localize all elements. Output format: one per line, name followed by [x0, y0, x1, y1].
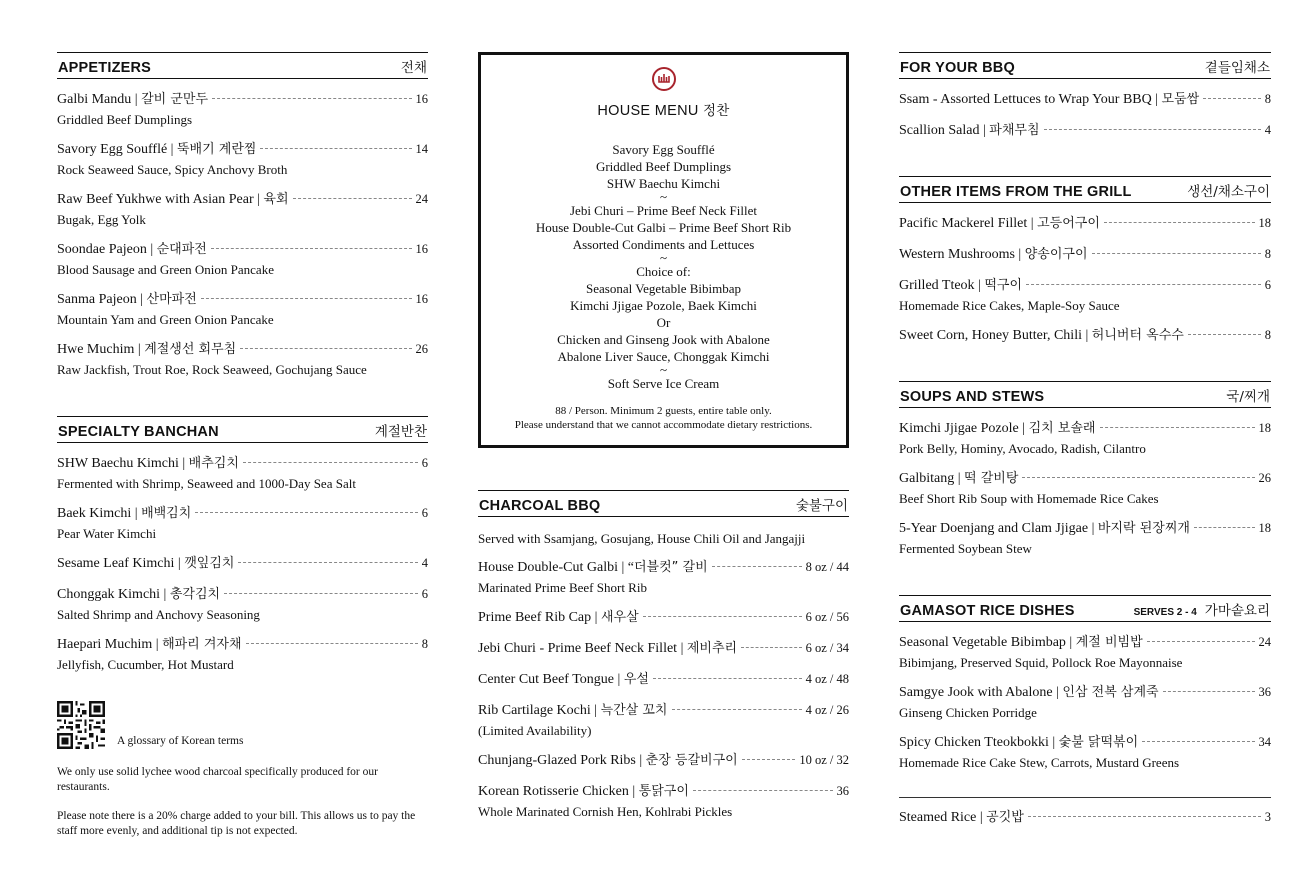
- section-title-kr: 국/찌개: [1226, 389, 1270, 405]
- section-title: GAMASOT RICE DISHES: [900, 603, 1075, 619]
- leader-dots: [1142, 741, 1254, 742]
- leader-dots: [643, 616, 802, 617]
- leader-dots: [1022, 477, 1254, 478]
- item-name: [57, 290, 197, 309]
- item-name-en: Savory Egg Soufflé |: [57, 142, 177, 157]
- leader-dots: [1026, 284, 1261, 285]
- leader-dots: [260, 148, 411, 149]
- house-menu-price-note: 88 / Person. Minimum 2 guests, entire table only.: [555, 405, 772, 417]
- item-price: 3: [1264, 810, 1271, 824]
- item-name-en: Grilled Tteok |: [899, 278, 985, 293]
- item-price: 6: [421, 587, 428, 601]
- house-menu-title: [499, 99, 828, 119]
- item-price: 24: [415, 192, 428, 206]
- item-description: Salted Shrimp and Anchovy Seasoning: [57, 607, 260, 622]
- item-price: 36: [836, 784, 849, 798]
- item-description: Griddled Beef Dumplings: [57, 112, 193, 127]
- menu-item: [899, 733, 1271, 771]
- house-menu-courses: [499, 141, 828, 392]
- restaurant-logo-icon: [652, 67, 676, 91]
- charcoal-header: [478, 490, 849, 517]
- leader-dots: [1092, 253, 1261, 254]
- item-name-en: Pacific Mackerel Fillet |: [899, 216, 1038, 231]
- item-description: Mountain Yam and Green Onion Pancake: [57, 312, 274, 327]
- leader-dots: [195, 512, 417, 513]
- item-price: 16: [415, 292, 428, 306]
- menu-item: [57, 290, 428, 328]
- leader-dots: [224, 593, 418, 594]
- item-name-en: Sesame Leaf Kimchi |: [57, 556, 185, 571]
- leader-dots: [1194, 527, 1255, 528]
- item-description: Blood Sausage and Green Onion Pancake: [57, 262, 274, 277]
- menu-item: [57, 504, 428, 542]
- item-name: [57, 90, 208, 109]
- item-description: Fermented Soybean Stew: [899, 541, 1032, 556]
- charcoal-bbq-section: [478, 490, 849, 820]
- item-name-en: Jebi Churi - Prime Beef Neck Fillet |: [478, 641, 687, 656]
- item-name: [57, 454, 239, 473]
- menu-item: [57, 454, 428, 492]
- item-description: Whole Marinated Cornish Hen, Kohlrabi Pickles: [478, 804, 733, 819]
- item-name-en: SHW Baechu Kimchi |: [57, 456, 189, 471]
- menu-item: [899, 326, 1271, 345]
- course-line: Or: [656, 315, 671, 330]
- item-name: [57, 140, 256, 159]
- rice-list: [899, 633, 1271, 771]
- item-name: [57, 240, 207, 259]
- item-name: [899, 633, 1143, 652]
- course-separator: ~: [659, 189, 668, 204]
- section-title-kr: 가마솥요리: [1204, 603, 1270, 619]
- item-name: [478, 751, 738, 770]
- item-price: 6: [421, 506, 428, 520]
- item-name-en: Center Cut Beef Tongue |: [478, 672, 624, 687]
- item-price: 24: [1258, 635, 1271, 649]
- item-name-kr: 계절 비빔밥: [1075, 635, 1143, 650]
- item-price: 8: [1264, 247, 1271, 261]
- item-name-kr: 뚝배기 계란찜: [176, 142, 257, 157]
- item-name-kr: 인삼 전복 삼계죽: [1062, 685, 1159, 700]
- section-title: APPETIZERS: [58, 60, 152, 76]
- house-menu-box: [478, 52, 849, 448]
- item-name: [478, 782, 689, 801]
- glossary-row: [57, 701, 428, 749]
- item-price: 4 oz / 48: [805, 672, 849, 686]
- item-name: [57, 190, 289, 209]
- item-name-en: 5-Year Doenjang and Clam Jjigae |: [899, 521, 1098, 536]
- item-name: [57, 340, 236, 359]
- item-name-en: Galbitang |: [899, 471, 965, 486]
- item-name-en: Spicy Chicken Tteokbokki |: [899, 735, 1059, 750]
- grill-list: [899, 214, 1271, 345]
- item-description: Raw Jackfish, Trout Roe, Rock Seaweed, Gochujang Sauce: [57, 362, 367, 377]
- house-menu-title-en: HOUSE MENU: [597, 103, 703, 119]
- item-description: Pear Water Kimchi: [57, 526, 157, 541]
- house-menu-note: [499, 404, 828, 432]
- menu-item: [899, 419, 1271, 457]
- item-price: 18: [1258, 521, 1271, 535]
- leader-dots: [741, 647, 801, 648]
- glossary-label: A glossary of Korean terms: [117, 735, 244, 747]
- leader-dots: [246, 643, 418, 644]
- item-name-en: Scallion Salad |: [899, 123, 990, 138]
- course-line: Soft Serve Ice Cream: [607, 376, 720, 391]
- item-price: 4: [421, 556, 428, 570]
- item-name-en: Korean Rotisserie Chicken |: [478, 784, 639, 799]
- item-description: Bibimjang, Preserved Squid, Pollock Roe Mayonnaise: [899, 655, 1183, 670]
- menu-item: [57, 340, 428, 378]
- item-name-en: House Double-Cut Galbi | “: [478, 560, 634, 575]
- course-line: Seasonal Vegetable Bibimbap: [585, 281, 741, 296]
- item-name: [478, 558, 708, 577]
- menu-item: [478, 608, 849, 627]
- menu-item: [899, 633, 1271, 671]
- course-line: Jebi Churi – Prime Beef Neck Fillet: [569, 203, 758, 218]
- course-line: Abalone Liver Sauce, Chonggak Kimchi: [557, 349, 770, 364]
- item-price: 8 oz / 44: [805, 560, 849, 574]
- menu-item: [57, 190, 428, 228]
- item-name: [899, 276, 1022, 295]
- bbq-sides-list: [899, 90, 1271, 140]
- leader-dots: [240, 348, 411, 349]
- menu-item: [478, 701, 849, 739]
- course-line: Griddled Beef Dumplings: [595, 159, 732, 174]
- item-name-kr: 새우살: [600, 610, 639, 625]
- leader-dots: [672, 709, 802, 710]
- bbq-sides-header: [899, 52, 1271, 79]
- menu-item: [899, 469, 1271, 507]
- item-name-kr: 깻잎김치: [184, 556, 235, 571]
- item-name-kr: 공깃밥: [986, 810, 1024, 825]
- item-name: [899, 733, 1138, 752]
- item-description: (Limited Availability): [478, 723, 592, 738]
- leader-dots: [201, 298, 412, 299]
- course-line: House Double-Cut Galbi – Prime Beef Short Rib: [535, 220, 792, 235]
- leader-dots: [1044, 129, 1261, 130]
- item-name-kr: 양송이구이: [1024, 247, 1088, 262]
- item-description: Bugak, Egg Yolk: [57, 212, 146, 227]
- item-description: Homemade Rice Cakes, Maple-Soy Sauce: [899, 298, 1120, 313]
- item-name-kr: 배추김치: [188, 456, 239, 471]
- menu-item: [899, 245, 1271, 264]
- item-price: 26: [1258, 471, 1271, 485]
- item-name: [899, 808, 1024, 827]
- section-title-kr: 숯불구이: [795, 498, 848, 514]
- item-name-kr: 모둠쌈: [1161, 92, 1200, 107]
- banchan-header: [57, 416, 428, 443]
- leader-dots: [653, 678, 802, 679]
- menu-item: [478, 751, 849, 770]
- menu-item: [478, 670, 849, 689]
- item-price: 8: [1264, 328, 1271, 342]
- item-name-kr: 배백김치: [141, 506, 192, 521]
- item-price: 18: [1258, 216, 1271, 230]
- course-line: SHW Baechu Kimchi: [606, 176, 721, 191]
- item-name-kr: 김치 보솔래: [1028, 421, 1096, 436]
- menu-item: [899, 90, 1271, 109]
- item-name: [899, 419, 1096, 438]
- section-title-kr: 곁들임채소: [1204, 60, 1270, 76]
- item-price: 8: [421, 637, 428, 651]
- left-column: [57, 52, 428, 839]
- leader-dots: [742, 759, 796, 760]
- item-name-kr: 파채무침: [989, 123, 1040, 138]
- item-name-kr: 우설: [623, 672, 649, 687]
- item-name-kr: 고등어구이: [1037, 216, 1100, 231]
- item-price: 34: [1258, 735, 1271, 749]
- leader-dots: [238, 562, 417, 563]
- item-name-en: Kimchi Jjigae Pozole |: [899, 421, 1029, 436]
- section-title-kr: 전채: [400, 60, 427, 76]
- item-name: [57, 585, 220, 604]
- item-description: Jellyfish, Cucumber, Hot Mustard: [57, 657, 234, 672]
- course-separator: ~: [659, 362, 668, 377]
- menu-item: [478, 782, 849, 820]
- steamed-rice-row: [899, 797, 1271, 827]
- item-name-en: Sweet Corn, Honey Butter, Chili |: [899, 328, 1092, 343]
- item-name-en: Galbi Mandu |: [57, 92, 142, 107]
- item-name: [899, 214, 1100, 233]
- section-title-kr: 생선/채소구이: [1187, 184, 1270, 200]
- menu-item: [57, 635, 428, 673]
- menu-item: [57, 140, 428, 178]
- item-name: [899, 326, 1184, 345]
- item-description: Ginseng Chicken Porridge: [899, 705, 1037, 720]
- house-menu-title-kr: 정찬: [702, 103, 730, 119]
- item-name: [899, 121, 1040, 140]
- item-name-kr: 갈비 군만두: [141, 92, 209, 107]
- item-name-kr: 춘장 등갈비구이: [645, 753, 738, 768]
- item-name-en: Sanma Pajeon |: [57, 292, 147, 307]
- soups-list: [899, 419, 1271, 557]
- item-name-en: Rib Cartilage Kochi |: [478, 703, 601, 718]
- course-line: Kimchi Jjigae Pozole, Baek Kimchi: [570, 298, 757, 313]
- course-separator: ~: [659, 250, 668, 265]
- item-name: [899, 469, 1018, 488]
- leader-dots: [212, 98, 411, 99]
- menu-item: [57, 90, 428, 128]
- item-name-kr: 해파리 겨자채: [162, 637, 242, 652]
- menu-item: [899, 683, 1271, 721]
- item-name-en: Raw Beef Yukhwe with Asian Pear |: [57, 192, 264, 207]
- item-name-kr: 떡구이: [984, 278, 1023, 293]
- section-title: CHARCOAL BBQ: [479, 498, 601, 514]
- menu-item: [899, 276, 1271, 314]
- item-name-kr: 제비추리: [686, 641, 738, 656]
- item-description: Beef Short Rib Soup with Homemade Rice Cakes: [899, 491, 1159, 506]
- item-name: [899, 683, 1159, 702]
- service-charge-note: Please note there is a 20% charge added to your bill. This allows us to pay the staff more evenly, and additional tip is not expected.: [57, 810, 416, 837]
- menu-item: [899, 519, 1271, 557]
- house-menu-dietary-note: Please understand that we cannot accommodate dietary restrictions.: [514, 419, 813, 431]
- item-price: 18: [1258, 421, 1271, 435]
- grill-header: [899, 176, 1271, 203]
- item-name-en: Ssam - Assorted Lettuces to Wrap Your BBQ |: [899, 92, 1162, 107]
- item-name: [57, 504, 191, 523]
- item-description: Marinated Prime Beef Short Rib: [478, 580, 647, 595]
- section-title-kr: 계절반찬: [374, 424, 427, 440]
- item-name-kr: 육회: [263, 192, 289, 207]
- banchan-list: [57, 454, 428, 673]
- item-name-kr: 숯불 닭떡볶이: [1058, 735, 1139, 750]
- leader-dots: [1203, 98, 1261, 99]
- item-description: Rock Seaweed Sauce, Spicy Anchovy Broth: [57, 162, 288, 177]
- serves-note: SERVES 2 - 4: [1133, 607, 1197, 618]
- item-name-en: Western Mushrooms |: [899, 247, 1025, 262]
- item-price: 16: [415, 242, 428, 256]
- leader-dots: [1100, 427, 1255, 428]
- charcoal-note: We only use solid lychee wood charcoal specifically produced for our restaurants.: [57, 766, 378, 793]
- item-name: [478, 639, 737, 658]
- item-name-en: Prime Beef Rib Cap |: [478, 610, 601, 625]
- middle-column: [478, 52, 849, 820]
- item-name-kr: 허니버터 옥수수: [1091, 328, 1184, 343]
- course-line: Choice of:: [636, 264, 691, 279]
- qr-code-icon[interactable]: [57, 701, 105, 749]
- item-name-en: Chonggak Kimchi |: [57, 587, 170, 602]
- soups-header: [899, 381, 1271, 408]
- item-name: [57, 554, 234, 573]
- menu-item: [478, 558, 849, 596]
- item-name-en: Soondae Pajeon |: [57, 242, 157, 257]
- item-price: 4 oz / 26: [805, 703, 849, 717]
- item-name-kr: 늑간살 꼬치: [600, 703, 668, 718]
- leader-dots: [1163, 691, 1255, 692]
- item-name: [899, 245, 1088, 264]
- appetizers-header: [57, 52, 428, 79]
- course-line: Chicken and Ginseng Jook with Abalone: [557, 332, 770, 347]
- item-price: 6: [1264, 278, 1271, 292]
- leader-dots: [243, 462, 418, 463]
- section-title: FOR YOUR BBQ: [900, 60, 1015, 76]
- item-price: 14: [415, 142, 428, 156]
- item-price: 10 oz / 32: [799, 753, 849, 767]
- item-name: [899, 90, 1199, 109]
- leader-dots: [1147, 641, 1255, 642]
- leader-dots: [1188, 334, 1261, 335]
- item-price: 4: [1264, 123, 1271, 137]
- leader-dots: [211, 248, 412, 249]
- item-name: [478, 670, 649, 689]
- menu-item: [478, 639, 849, 658]
- course-line: Assorted Condiments and Lettuces: [572, 237, 755, 252]
- item-name-en: Seasonal Vegetable Bibimbap |: [899, 635, 1076, 650]
- item-name-en: Haepari Muchim |: [57, 637, 163, 652]
- menu-item: [899, 214, 1271, 233]
- item-name-kr: 총각김치: [169, 587, 221, 602]
- item-price: 6 oz / 56: [805, 610, 849, 624]
- item-price: 8: [1264, 92, 1271, 106]
- item-name-en: Samgye Jook with Abalone |: [899, 685, 1063, 700]
- section-title: SPECIALTY BANCHAN: [58, 424, 219, 440]
- item-price: 26: [415, 342, 428, 356]
- right-column: [899, 52, 1271, 827]
- item-description: Homemade Rice Cake Stew, Carrots, Mustard Greens: [899, 755, 1180, 770]
- item-name-kr: 산마파전: [146, 292, 197, 307]
- item-name: [57, 635, 242, 654]
- appetizers-list: [57, 90, 428, 378]
- charcoal-list: [478, 558, 849, 820]
- item-name-kr: 떡 갈비탕: [964, 471, 1019, 486]
- item-name-en: Baek Kimchi |: [57, 506, 142, 521]
- leader-dots: [293, 198, 412, 199]
- item-price: 6: [421, 456, 428, 470]
- menu-item: [899, 121, 1271, 140]
- item-name: [478, 701, 668, 720]
- item-name: [899, 519, 1190, 538]
- course-line: Savory Egg Soufflé: [612, 142, 715, 157]
- menu-item: [57, 554, 428, 573]
- item-name-kr: 통닭구이: [638, 784, 689, 799]
- section-title: OTHER ITEMS FROM THE GRILL: [900, 184, 1132, 200]
- item-price: 6 oz / 34: [805, 641, 849, 655]
- leader-dots: [1104, 222, 1255, 223]
- charcoal-intro: Served with Ssamjang, Gosujang, House Chili Oil and Jangajji: [478, 531, 806, 546]
- item-name-en: Chunjang-Glazed Pork Ribs |: [478, 753, 646, 768]
- item-name-kr: 바지락 된장찌개: [1097, 521, 1190, 536]
- leader-dots: [712, 566, 802, 567]
- item-price: 36: [1258, 685, 1271, 699]
- item-name-kr: 순대파전: [156, 242, 207, 257]
- menu-item: [57, 585, 428, 623]
- section-title: SOUPS AND STEWS: [900, 389, 1045, 405]
- item-price: 16: [415, 92, 428, 106]
- item-name-en: Steamed Rice |: [899, 810, 987, 825]
- rice-header: [899, 595, 1271, 622]
- item-name: [478, 608, 639, 627]
- item-name-kr: 계절생선 회무침: [144, 342, 237, 357]
- item-name-kr: 더블컷” 갈비: [634, 560, 708, 575]
- item-name-en: Hwe Muchim |: [57, 342, 145, 357]
- item-description: Pork Belly, Hominy, Avocado, Radish, Cilantro: [899, 441, 1146, 456]
- menu-item: [57, 240, 428, 278]
- leader-dots: [1028, 816, 1261, 817]
- leader-dots: [693, 790, 833, 791]
- item-description: Fermented with Shrimp, Seaweed and 1000-Day Sea Salt: [57, 476, 356, 491]
